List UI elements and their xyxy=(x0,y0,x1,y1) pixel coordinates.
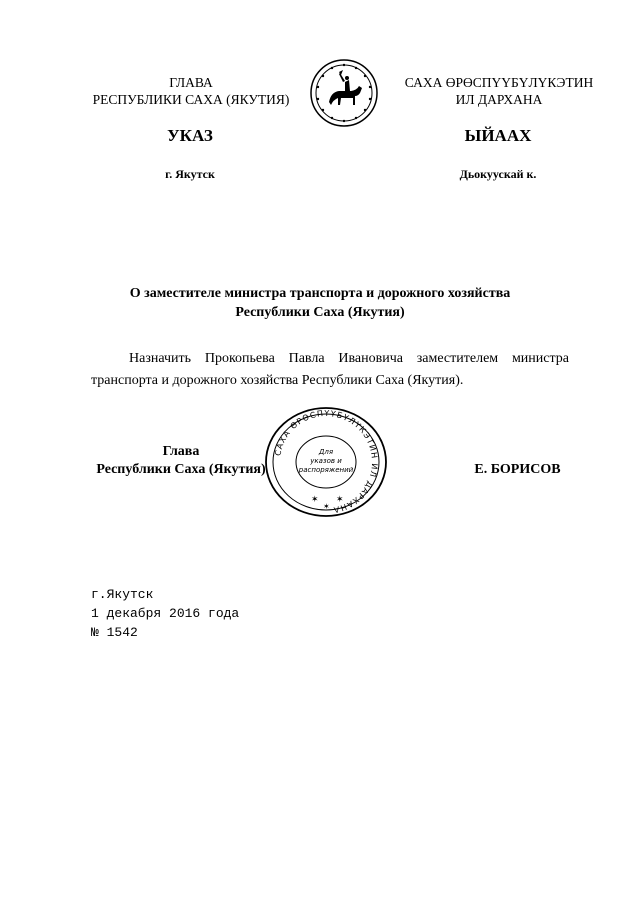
decree-body: Назначить Прокопьева Павла Ивановича заместителем министра транспорта и дорожного хозяйства Республики Саха (Якутия). xyxy=(91,351,569,388)
header-right-line2: ИЛ ДАРХАНА xyxy=(455,92,543,107)
seal-ring-text: САХА ӨРӨСПҮҮБҮЛҮКЭТИН ИЛ ДАРХАНА xyxy=(273,408,380,515)
header-left-line1: ГЛАВА xyxy=(169,75,213,90)
signature-position xyxy=(91,443,271,479)
emblem-icon xyxy=(309,58,379,128)
official-seal-stamp xyxy=(263,406,389,518)
doc-type-right: ЫЙААХ xyxy=(464,126,532,145)
footer-block xyxy=(91,585,239,642)
header-left-line2: РЕСПУБЛИКИ САХА (ЯКУТИЯ) xyxy=(92,92,290,107)
signature-name: Е. БОРИСОВ xyxy=(474,462,561,477)
seal-center-line3: распоряжений xyxy=(298,466,354,474)
doc-type-left: УКАЗ xyxy=(167,126,213,145)
title-line1: О заместителе министра транспорта и дорожного хозяйства xyxy=(129,286,511,301)
header-right xyxy=(390,74,608,108)
svg-text:✶: ✶ xyxy=(336,494,344,504)
svg-text:✶: ✶ xyxy=(311,494,319,504)
footer-place: г.Якутск xyxy=(91,587,154,602)
city-left: г. Якутск xyxy=(165,167,215,181)
footer-number: № 1542 xyxy=(91,625,138,640)
header-right-line1: САХА ӨРӨСПҮҮБҮЛҮКЭТИН xyxy=(404,75,594,90)
seal-center-line1: Для xyxy=(318,448,334,456)
seal-icon xyxy=(263,406,389,518)
title-line2: Республики Саха (Якутия) xyxy=(235,305,405,320)
document-title xyxy=(60,284,580,322)
coat-of-arms-emblem xyxy=(309,58,379,128)
signature-position-line2: Республики Саха (Якутия) xyxy=(96,462,266,477)
seal-center-line2: указов и xyxy=(310,457,342,465)
city-right: Дьокуускай к. xyxy=(459,167,537,181)
svg-text:✶: ✶ xyxy=(323,502,330,511)
signature-position-line1: Глава xyxy=(162,444,200,459)
header-left xyxy=(82,74,300,108)
footer-date: 1 декабря 2016 года xyxy=(91,606,240,621)
